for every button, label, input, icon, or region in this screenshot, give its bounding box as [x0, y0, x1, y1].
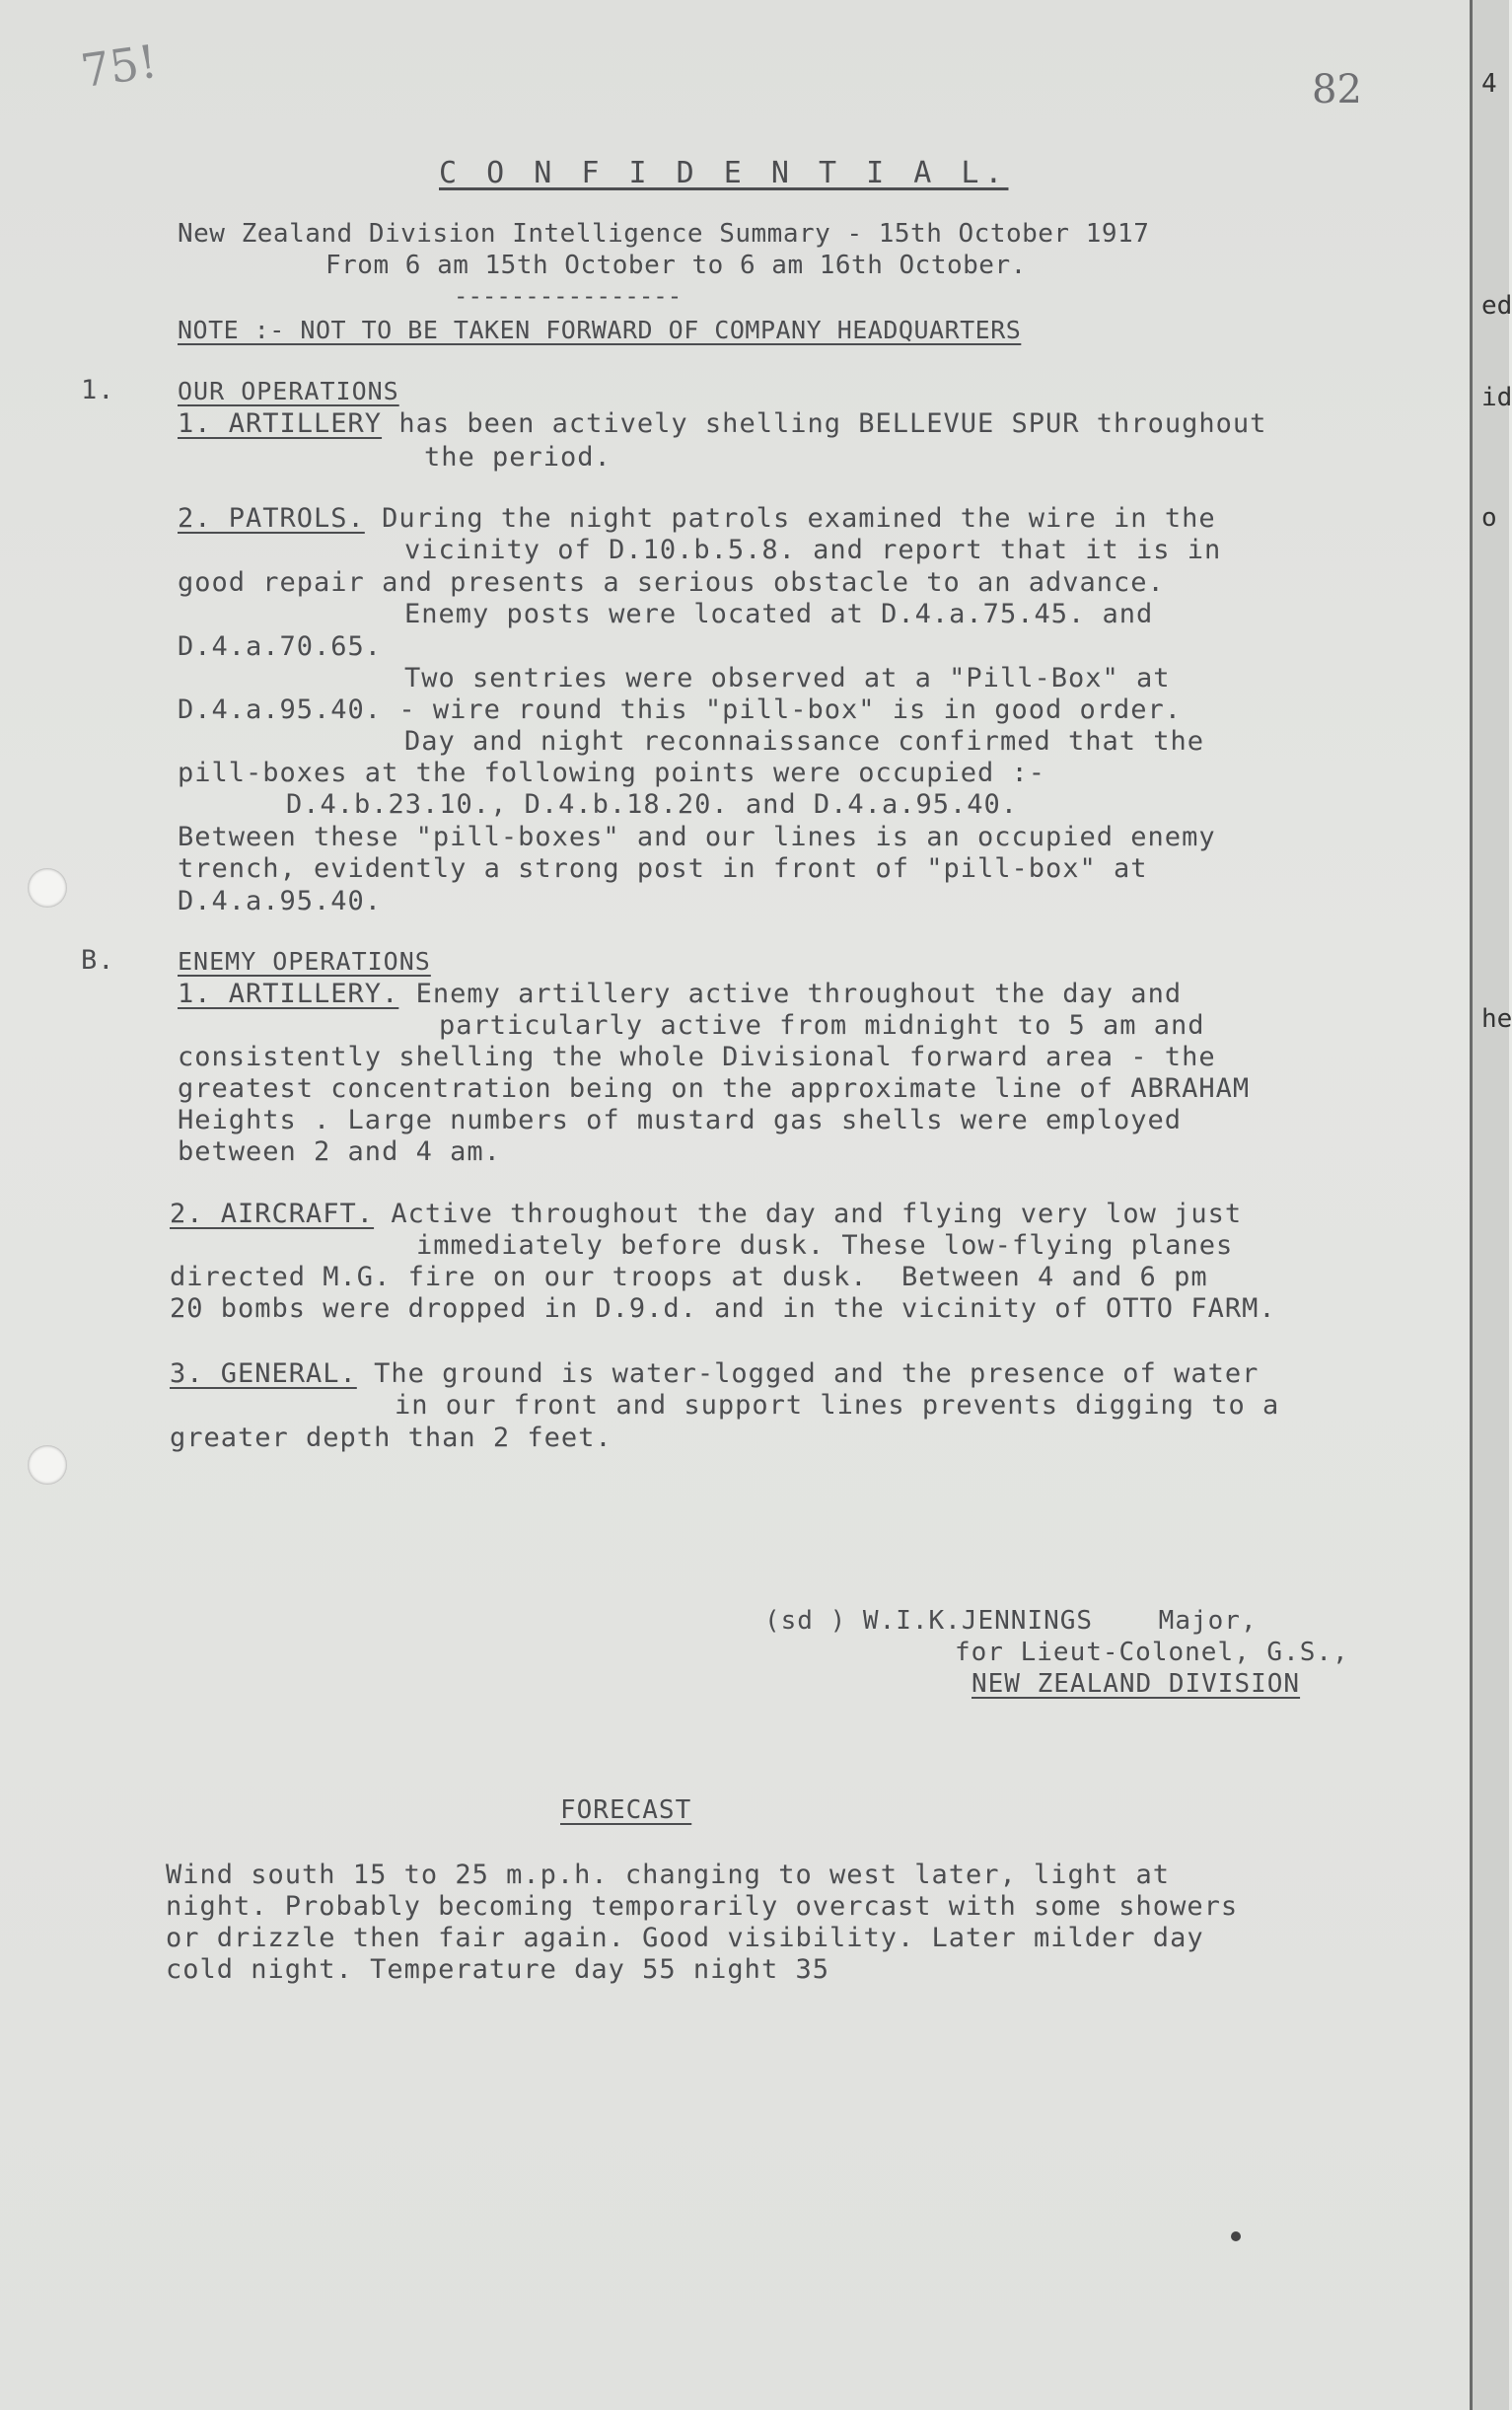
paragraph-line: [178, 979, 1182, 1009]
paragraph-line: good repair and presents a serious obstacle to an advance.: [178, 567, 1165, 598]
paragraph-line: trench, evidently a strong post in front of "pill-box" at: [178, 853, 1148, 884]
page-number: 82: [1312, 67, 1362, 112]
paragraph-line: D.4.a.95.40. - wire round this "pill-box" is in good order.: [178, 694, 1183, 725]
punch-hole: [28, 868, 67, 908]
paragraph-text: Enemy artillery active throughout the day and: [398, 979, 1183, 1009]
subsection-label: 2. PATROLS.: [178, 503, 365, 534]
section-heading: OUR OPERATIONS: [178, 377, 399, 405]
section-number: B.: [81, 945, 115, 976]
paragraph-line: [178, 408, 1266, 439]
signature-title: for Lieut-Colonel, G.S.,: [955, 1638, 1349, 1667]
paragraph-text: has been actively shelling BELLEVUE SPUR throughout: [382, 408, 1267, 439]
paragraph-line: the period.: [424, 442, 612, 473]
paragraph-line: [170, 1199, 1242, 1229]
adjacent-page-char: id: [1481, 383, 1512, 412]
header-divider: ----------------: [454, 282, 683, 310]
paragraph-line: vicinity of D.10.b.5.8. and report that it is in: [404, 535, 1222, 565]
adjacent-page-char: o: [1481, 503, 1497, 533]
paragraph-text: The ground is water-logged and the presence of water: [356, 1358, 1260, 1389]
adjacent-page-char: 4: [1481, 69, 1497, 99]
paragraph-line: Enemy posts were located at D.4.a.75.45. and: [404, 599, 1154, 629]
subsection-label: 2. AIRCRAFT.: [170, 1199, 375, 1229]
adjacent-page-char: he: [1481, 1004, 1512, 1034]
paragraph-line: Day and night reconnaissance confirmed that the: [404, 726, 1205, 757]
paragraph-text: Active throughout the day and flying very low just: [374, 1199, 1243, 1229]
signature-name: (sd ) W.I.K.JENNINGS Major,: [764, 1606, 1258, 1636]
paragraph-line: particularly active from midnight to 5 am and: [439, 1010, 1205, 1041]
subsection-label: 1. ARTILLERY.: [178, 979, 399, 1009]
handling-note: NOTE :- NOT TO BE TAKEN FORWARD OF COMPANY HEADQUARTERS: [178, 316, 1022, 344]
paragraph-text: During the night patrols examined the wire in the: [364, 503, 1216, 534]
adjacent-page-edge: [1470, 0, 1509, 2410]
paragraph-line: [170, 1358, 1259, 1389]
forecast-line: cold night. Temperature day 55 night 35: [166, 1954, 829, 1985]
punch-hole: [28, 1445, 67, 1485]
paragraph-line: pill-boxes at the following points were occupied :-: [178, 758, 1046, 788]
adjacent-page-char: ed: [1481, 291, 1512, 321]
paragraph-line: D.4.b.23.10., D.4.b.18.20. and D.4.a.95.40.: [286, 789, 1018, 820]
section-heading: ENEMY OPERATIONS: [178, 947, 431, 976]
paragraph-line: D.4.a.95.40.: [178, 886, 383, 916]
forecast-line: Wind south 15 to 25 m.p.h. changing to west later, light at: [166, 1860, 1171, 1890]
paragraph-line: consistently shelling the whole Divisional forward area - the: [178, 1042, 1216, 1072]
paragraph-line: directed M.G. fire on our troops at dusk. Between 4 and 6 pm: [170, 1262, 1208, 1292]
paragraph-line: D.4.a.70.65.: [178, 631, 383, 662]
subsection-label: 3. GENERAL.: [170, 1358, 357, 1389]
paragraph-line: in our front and support lines prevents digging to a: [395, 1390, 1280, 1421]
handwritten-folio-note: 75!: [77, 34, 161, 99]
paragraph-line: [178, 503, 1216, 534]
subsection-label: 1. ARTILLERY: [178, 408, 383, 439]
paragraph-line: between 2 and 4 am.: [178, 1136, 501, 1167]
classification-heading: C O N F I D E N T I A L.: [439, 156, 1009, 190]
paragraph-line: greatest concentration being on the approximate line of ABRAHAM: [178, 1073, 1251, 1104]
signature-unit: NEW ZEALAND DIVISION: [972, 1669, 1301, 1699]
paragraph-line: immediately before dusk. These low-flying planes: [416, 1230, 1234, 1261]
paragraph-line: Between these "pill-boxes" and our lines is an occupied enemy: [178, 822, 1216, 852]
forecast-line: night. Probably becoming temporarily overcast with some showers: [166, 1891, 1239, 1922]
paragraph-line: Two sentries were observed at a "Pill-Box" at: [404, 663, 1171, 694]
section-number: 1.: [81, 375, 115, 405]
paragraph-line: 20 bombs were dropped in D.9.d. and in the vicinity of OTTO FARM.: [170, 1293, 1276, 1324]
paragraph-line: greater depth than 2 feet.: [170, 1423, 612, 1453]
forecast-line: or drizzle then fair again. Good visibility. Later milder day: [166, 1923, 1204, 1953]
forecast-heading: FORECAST: [560, 1795, 692, 1825]
document-period: From 6 am 15th October to 6 am 16th October.: [325, 251, 1027, 280]
paragraph-line: Heights . Large numbers of mustard gas shells were employed: [178, 1105, 1183, 1135]
document-title: New Zealand Division Intelligence Summary - 15th October 1917: [178, 219, 1150, 249]
ink-dot: [1231, 2231, 1241, 2241]
